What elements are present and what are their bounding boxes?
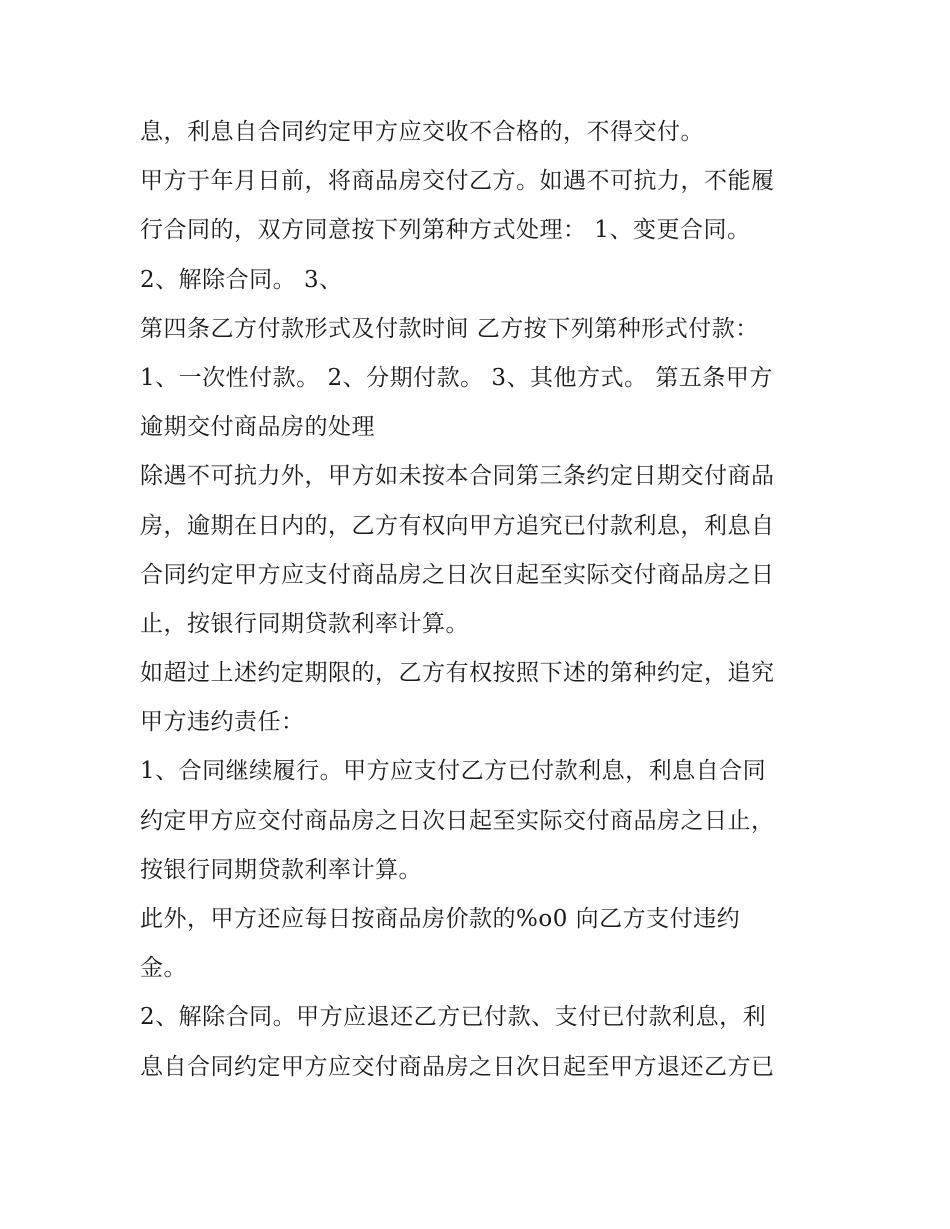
- text-line-3: 行合同的，双方同意按下列第种方式处理： 1、变更合同。: [140, 217, 751, 244]
- text-line-6: 1、一次性付款。 2、分期付款。 3、其他方式。 第五条甲方: [140, 364, 773, 391]
- text-line-8: 除遇不可抗力外，甲方如未按本合同第三条约定日期交付商品: [140, 463, 775, 490]
- text-line-5: 第四条乙方付款形式及付款时间 乙方按下列第种形式付款：: [140, 315, 759, 342]
- text-line-2: 甲方于年月日前，将商品房交付乙方。如遇不可抗力，不能履: [140, 168, 775, 195]
- text-line-13: 甲方违约责任：: [140, 709, 305, 736]
- text-line-10: 合同约定甲方应支付商品房之日次日起至实际交付商品房之日: [140, 561, 775, 588]
- text-line-15: 约定甲方应交付商品房之日次日起至实际交付商品房之日止，: [140, 807, 775, 834]
- text-line-17: 此外，甲方还应每日按商品房价款的%o0 向乙方支付违约: [140, 906, 741, 932]
- text-line-20: 息自合同约定甲方应交付商品房之日次日起至甲方退还乙方已: [140, 1053, 775, 1080]
- text-line-18: 金。: [140, 955, 187, 982]
- text-line-11: 止，按银行同期贷款利率计算。: [140, 610, 469, 637]
- text-line-7: 逾期交付商品房的处理: [140, 414, 375, 441]
- text-line-14: 1、合同继续履行。甲方应支付乙方已付款利息，利息自合同: [140, 758, 767, 785]
- document-body: [140, 108, 830, 1092]
- text-line-19: 2、解除合同。甲方应退还乙方已付款、支付已付款利息，利: [140, 1004, 767, 1031]
- text-line-1: 息，利息自合同约定甲方应交收不合格的，不得交付。: [140, 119, 704, 145]
- text-line-9: 房，逾期在日内的，乙方有权向甲方追究已付款利息，利息自: [140, 512, 775, 539]
- text-line-16: 按银行同期贷款利率计算。: [140, 856, 422, 883]
- text-line-4: 2、解除合同。 3、: [140, 266, 343, 293]
- text-line-12: 如超过上述约定期限的，乙方有权按照下述的第种约定，追究: [140, 660, 775, 687]
